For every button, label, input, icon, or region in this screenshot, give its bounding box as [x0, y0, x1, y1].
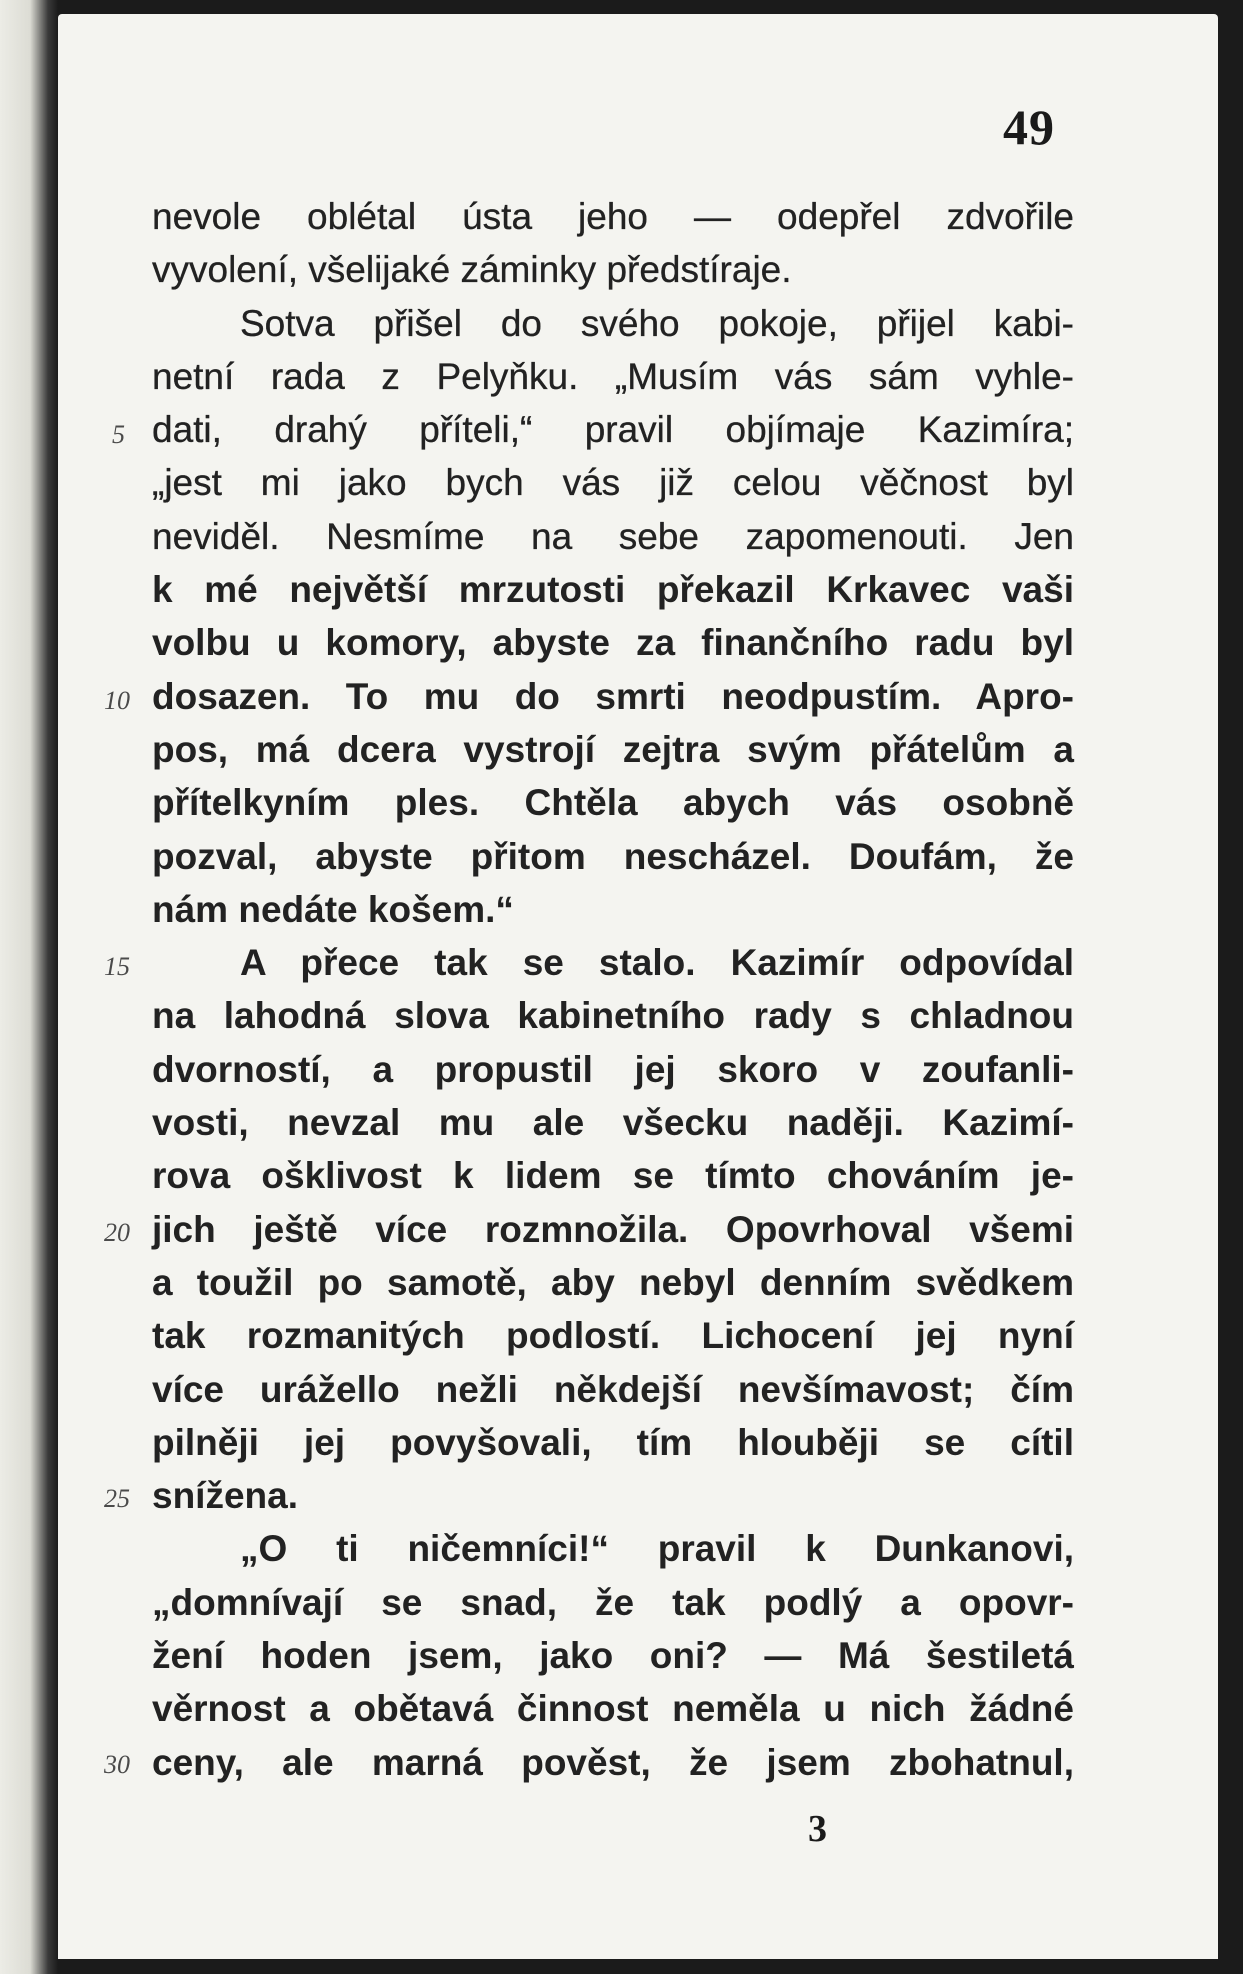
text-line: nám nedáte košem.“ — [152, 888, 514, 930]
text-line: pilněji jej povyšovali, tím hlouběji se cítil — [152, 1421, 1074, 1463]
text-line: „jest mi jako bych vás již celou věčnost byl — [152, 462, 1074, 504]
text-line: přítelkyním ples. Chtěla abych vás osobně — [152, 782, 1074, 824]
text-line: pozval, abyste přitom nescházel. Doufám, že — [152, 835, 1074, 877]
page-body-text — [152, 190, 1074, 1789]
text-line: ceny, ale marná pověst, že jsem zbohatnul, — [152, 1741, 1074, 1783]
text-line: na lahodná slova kabinetního rady s chladnou — [152, 995, 1074, 1037]
margin-line-number: 15 — [104, 952, 130, 981]
text-line: A přece tak se stalo. Kazimír odpovídal — [240, 942, 1074, 984]
text-line: a toužil po samotě, aby nebyl denním svědkem — [152, 1261, 1074, 1303]
text-line: tak rozmanitých podlostí. Lichocení jej nyní — [152, 1315, 1074, 1357]
text-line: k mé největší mrzutosti překazil Krkavec vaši — [152, 569, 1074, 611]
text-line: „O ti ničemníci!“ pravil k Dunkanovi, — [240, 1528, 1074, 1570]
text-line: věrnost a obětavá činnost neměla u nich žádné — [152, 1688, 1074, 1730]
text-line: pos, má dcera vystrojí zejtra svým přátelům a — [152, 728, 1074, 770]
text-line: vyvolení, všelijaké záminky předstíraje. — [152, 249, 792, 291]
page-number: 49 — [1003, 99, 1055, 155]
book-spine-shadow — [0, 0, 58, 1974]
printer-signature-mark: 3 — [808, 1808, 827, 1850]
margin-line-number: 20 — [104, 1218, 130, 1247]
margin-line-number: 10 — [104, 686, 130, 715]
text-line: více urážello nežli někdejší nevšímavost; čím — [152, 1368, 1074, 1410]
text-line: dvorností, a propustil jej skoro v zoufanli- — [152, 1048, 1074, 1090]
text-line: neviděl. Nesmíme na sebe zapomenouti. Jen — [152, 515, 1074, 557]
text-line: vosti, nevzal mu ale všecku naději. Kazimí- — [152, 1102, 1074, 1144]
text-line: dati, drahý příteli,“ pravil objímaje Kazimíra; — [152, 409, 1074, 451]
text-line: jich ještě více rozmnožila. Opovrhoval všemi — [152, 1208, 1074, 1250]
text-line: „domnívají se snad, že tak podlý a opovr- — [152, 1581, 1074, 1623]
text-line: netní rada z Pelyňku. „Musím vás sám vyhle- — [152, 355, 1074, 397]
text-line: volbu u komory, abyste za finančního radu byl — [152, 622, 1074, 664]
text-line: snížena. — [152, 1475, 298, 1517]
text-line: rova ošklivost k lidem se tímto chováním je- — [152, 1155, 1074, 1197]
text-line: dosazen. To mu do smrti neodpustím. Apro- — [152, 675, 1074, 717]
text-line: Sotva přišel do svého pokoje, přijel kabi- — [240, 302, 1074, 344]
margin-line-number: 30 — [104, 1750, 130, 1779]
margin-line-number: 25 — [104, 1484, 130, 1513]
text-line: nevole oblétal ústa jeho — odepřel zdvořile — [152, 196, 1074, 237]
margin-line-number: 5 — [112, 420, 125, 449]
text-line: žení hoden jsem, jako oni? — Má šestiletá — [152, 1635, 1074, 1677]
